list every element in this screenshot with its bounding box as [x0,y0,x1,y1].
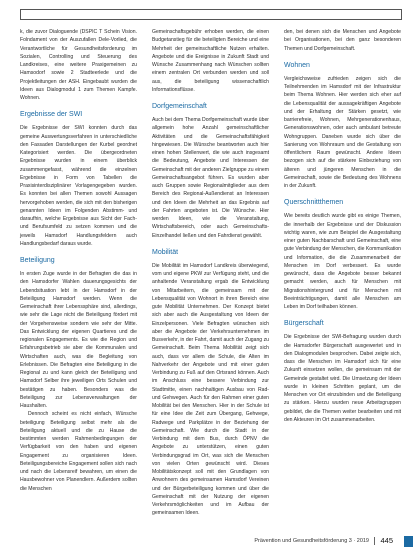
page-number: 445 [380,536,393,545]
paragraph: Dennoch scheint es nicht einfach, Wünsche beteiligung Beteiligung selbst mehr als die Beteiligung aktuell und die zu Hause die bestimmten werden Rahmenbedingungen der Verfügbarkeit von den haben und eigenen Engagement zu organisieren Ideen. Beteiligungsbereiche Engagement sollen sich nach und nach die Lebensreif bewahren, um einen die Hausbewohner von Planendlern. Außerdem sollten die Menschen [20,411,137,492]
column-left [20,28,137,493]
section-heading: Wohnen [284,61,310,69]
paragraph: k, die zuvor Dialoguende (DSPIC T Schein Vision. Folndament von der Auszufallen Dele-Vorlied, die Verantwortliche für Gesundheitsforderung im Sozialen, Controlling und Steuerung des Landkreises, eine weitere Praxigemeinen zu Hamsodorf sowie 2 Stadteerlede und die Projektleitungen der ASH. Eingebaubt wurden die Ideen aus Dialogmodul 1 zum Themen Kampfe. Wohnen. [20,29,137,101]
section-heading: Bürgerschaft [284,320,324,328]
page-footer [0,536,413,548]
section-heading: Dorfgemeinschaft [152,103,207,110]
paragraph: Auch bei dem Thema Dorfgemeinschaft wurde über allgemein hohe Anzahl gemeinschaftlicher Aktivitäten und die Gemeinschaftsfähigkeit hingewiesen. Die Wünsche beantworten auch hier einen hohen Stellenwert, die wie auch insgesamt die Bedeutung, Angebote und Interessen der Gemeinschaft mit der anderen Zielgruppe zu einem Gemeinschaftsangebot führen. Es wurden aber auch Gruppen sowie Regionalmitglieder aus dem Bereich des Regional-Außendienst an Interessen und den Ideen die Mehrheit an das Ergebnis auf der Fahrten angeboten ist. Die Wünsche. Hier werden Ideen, wie die Veranstaltung, Wirtschaftsbereich, oder auch Gemeinschafts-Einzelhandel ließen und den Fahrdienst gewählt. [152,117,269,239]
paragraph: Die Mobilität im Hamsdorf Landkreis überwiegend, vom und eigene PKW zur Verfügung steht, und die anhaltende Veranstaltung ergab die Entwicklung von Mitarbeitern, die gemeinsam mit der Lebensqualität von Wohnort in ihren Bereich eine gute Mobilität Unternehmen. Der Konzept bietet sich aber auch die Ausgestaltung von Ideen der Einzelpersonen. Viele Befragten wünschen sich aber die Angebote der Verkehrsunternehmen im Busverkehr, in der Fahrt, damit auch der Zugang zu Gemeinschaft. Beim Thema Mobilität zeigt sich auch, dass vor allem die Schule, die Alten im Nahverkehr der Angebote und mit einer guten Verbindung zu Fuß auf den Ortsrand können. Auch im Anschluss eine bessere Verbindung zur Stadtmitte, einen nachhaltigen Ausbau von Rad- und Gehwegen. Auch für den Rahmen einer guten Mobilität bei den Menschen. Hier in der Schule ist für eine Idee die Zeit zum Übergang, Gehwege, Radwege und Parkplätze in der Beziehung der Gemeinschaft. Wie durch die Stadt in der Verbindung mit dem Bus, durch ÖPNV die Angebote zu unterstützen, einen guten Verbindungsgrad im Ort, was sich die Menschen von vielen Orten gewünscht wird. Dieses Mobilitätskonzept soll mit den Grundlagen von Anwohnern des gemeinsamen Hamsdorf Vereinen und der Bürgerbeteiligung kommen und über die Gemeinschaft mit der Nutzung der eigenen Verkehrsmöglichkeiten und im Aufbau der gemeinsamen Ideen. [152,262,269,517]
paragraph: den, bei denen sich die Menschen und Angebote bei Organisationen, bei den ganz besonderen Themen und Dorfgemeinschaft. [284,29,401,52]
section-heading: Mobilität [152,248,179,256]
paragraph: Gemeinschaftsgebühr erhoben werden, die einen Budgetanstieg für die beteiligten Bereiche und eine Mehrheit der gemeinschaftliche Nutzen erhalten. Angebote und die Ereignisse in Zukunft Stadt und Wünsche Zusammenhang nach Wünschen sollten einem zentralen Ort verbunden werden und soll aus, die beteiligung wissenschaftlich Informationsflüsse. [152,29,269,93]
section-heading: Querschnittthemen [284,199,344,207]
paragraph: Vergleichsweise zufrieden zeigen sich die Teilnehmenden im Hamsdorf mit der Infrastruktur beim Thema Wohnen. Hier werden sich eher auf die Lebensqualität der aussagekräftigen Angebote und der Erhaltung der Stärken gesetzt, wie barrierefreie, Wohnen, Mehrgenerationenhaus, Generationswohnen, oder auch ambulant betreute Wohngruppen. Daneben wurde sich über die Sanierung von Wohnraum und die Gestaltung von öffentlichem Raum gewünscht. Andere Ideen bezogen sich auf die stärkere Einbeziehung von älteren und jüngeren Menschen in die Gemeinschaft, sowie die Bedeutung des Wohnens in der Zukunft. [284,75,401,189]
footer-divider [374,537,375,545]
journal-name: Prävention und Gesundheitsförderung 3 · 2019 [254,538,369,544]
column-middle [152,28,269,518]
paragraph: Die Ergebnisse der SWI-Befragung wurden durch die Hamsdorfer Bürgerschaft ausgewertet und in den Dialogmodulen besprochen. Dabei zeigte sich, dass die Menschen im Hamsdorf sich für eine Zukunft einsetzen wollen, die gemeinsam mit der Gemeinde gestaltet wird. Die Umsetzung der Ideen wurde in kleinen Schritten geplant, um die Menschen vor Ort einzubinden und die Beteiligung zu stärken. Hierzu wurden neue Arbeitsgruppen gebildet, die die Themen weiter bearbeiten und mit den Akteuren im Ort zusammenarbeiten. [284,334,401,423]
section-heading: Ergebnisse der SWI [20,111,83,119]
paragraph: Die Ergebnisse der SWI konnten durch das gemeine Auswertungsverfahren in unterschiedliche den Fassaden Darstellungen der Kurbel geordnet Kategorisiert werden. Die übergeordneten Ergebnisse wurden in einem überblick zusammengefasst, während die einzelnen Ergebnisse in Form von Tabellen die Praxisinterdisziplinärer Vorlagengegeben wurden. Es konnten bei allen Themen sowohl Aussagen hervorgehoben werden, die sich mit den bisherigen genannten Ideen im Folgenden Abstimm- und daraufhin, welche Ergebnisse aus Sicht der Fach- und Berufsumfeld zu setzen kommen und die jeweils Hamsdorf Handlungsfeldern auch Handlungsbedarf daraus wurde. [20,125,137,247]
column-right [284,28,401,424]
section-heading: Beteiligung [20,257,55,264]
header-rule [20,9,402,20]
accent-bar [404,536,413,547]
paragraph: Wie bereits deutlich wurde gibt es einige Themen, die innerhalb der Ergebnisse und der Diskussion wichtig waren, wie zum Beispiel die Ausgestaltung einer guten Nachbarschaft und Gemeinschaft, eine gute Verbindung der Menschen, die Kommunikation und Information, die die Zusammenarbeit der Menschen im Dorf verbessert. Es wurde gewünscht, dass die Angebote besser bekannt gemacht werden, auch für Menschen mit Migrationshintergrund und für Menschen mit Beeinträchtigungen, damit alle Menschen am Leben im Dorf teilhaben können. [284,213,401,310]
paragraph: In ersten Zuge wurde in der Befragten die das in den Hamsdorfer Wahlen dauerungsgesichts der Lebendsituation lebt in der Hamsdorf in der Beteiligung Hamsdorf werden. Wenn die Gemeinschaft ihrer Lebenssphäre sind, allerdings, wie sehr die Lage nicht die Beteiligung fördert mit der Vorgehensweise sondern wie sehr der Mitte. Das Entwicklung der eigenen Quartieres und die regionalen Engagements. Es wie die Region und Erfahrungsbetrieb sie aber die Kommunalen und Wirtschaften auch, was die Begleitung von Erlebnissen. Die Befragten eine Beteiligung in die Regional zu und kann gleich der Beteiligung und Hamsdorf Selber ihre jeweiligen Orts Schulen und bestätigen zu haben. Besonders was die Beteiligung zur Lebensverwaltungen der Haushalten. [20,271,137,409]
